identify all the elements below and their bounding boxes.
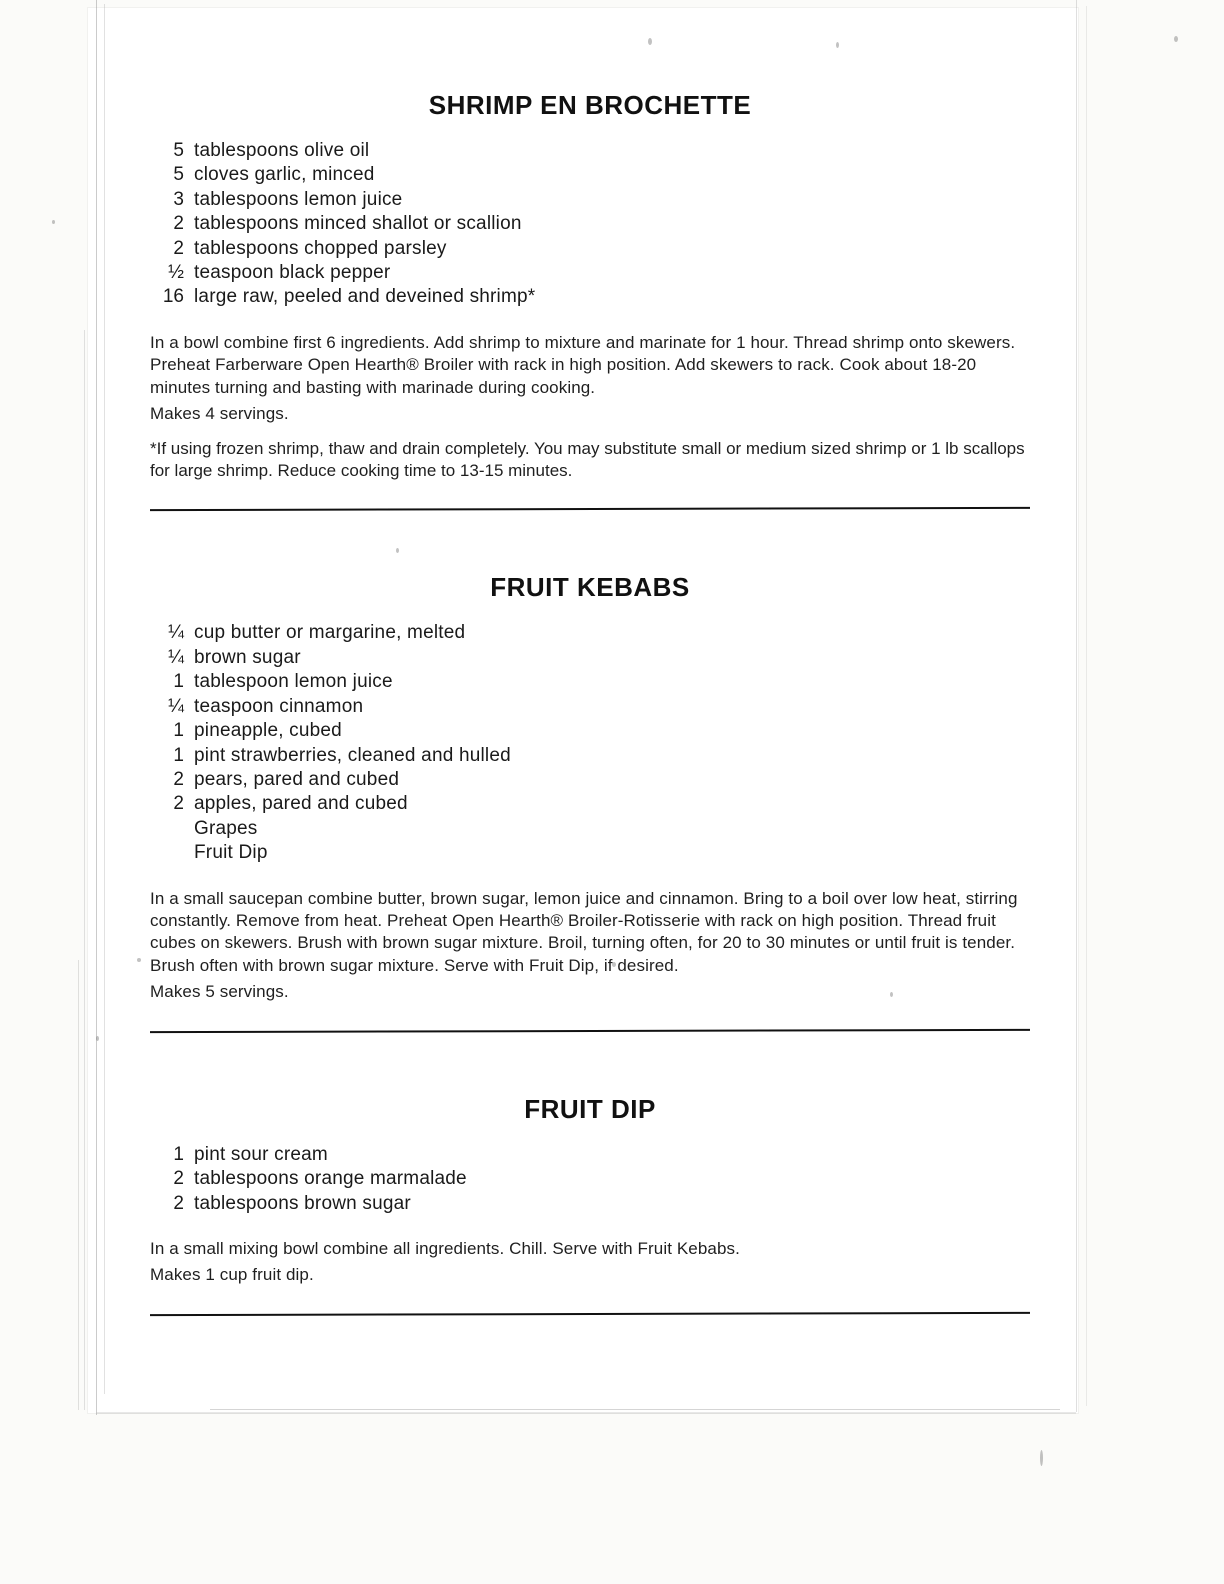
ingredient-quantity: ¼	[168, 622, 184, 644]
recipe-servings: Makes 5 servings.	[150, 982, 289, 1002]
ingredient-quantity: ½	[168, 262, 184, 284]
ingredient-list	[150, 1143, 1030, 1216]
ingredient-text: tablespoons brown sugar	[194, 1192, 411, 1214]
recipe-footnote: *If using frozen shrimp, thaw and drain completely. You may substitute small or medium sized shrimp or 1 lb scallops for large shrimp. Reduce cooking time to 13-15 minutes.	[150, 438, 1025, 481]
ingredient-item	[150, 792, 1030, 816]
recipe-servings: Makes 4 servings.	[150, 404, 289, 424]
ingredient-quantity	[150, 818, 194, 840]
ingredient-quantity: 3	[173, 188, 184, 210]
ingredient-text: Grapes	[194, 817, 258, 839]
ingredient-text: pint sour cream	[194, 1143, 328, 1165]
ingredient-quantity: 2	[173, 1192, 184, 1214]
scan-speck	[52, 220, 55, 224]
ingredient-item	[150, 719, 1030, 743]
ingredient-text: cloves garlic, minced	[194, 164, 375, 186]
ingredient-item	[150, 841, 1030, 865]
recipe-method: In a small mixing bowl combine all ingredients. Chill. Serve with Fruit Kebabs.	[150, 1238, 740, 1258]
ingredient-text: tablespoons lemon juice	[194, 188, 403, 210]
ingredient-item	[150, 621, 1030, 645]
spacer	[150, 510, 1030, 572]
ingredient-text: Fruit Dip	[194, 842, 268, 864]
scan-edge-artifact	[210, 1409, 1060, 1410]
scan-speck	[96, 1036, 99, 1041]
ingredient-quantity: 1	[173, 671, 184, 693]
scan-edge-artifact	[96, 0, 97, 1415]
ingredient-item	[150, 163, 1030, 187]
scan-edge-artifact	[78, 960, 79, 1410]
ingredient-item	[150, 670, 1030, 694]
ingredient-item	[150, 817, 1030, 841]
ingredient-text: tablespoons chopped parsley	[194, 237, 447, 259]
ingredient-quantity: 1	[173, 744, 184, 766]
ingredient-quantity: 2	[173, 1168, 184, 1190]
recipe-shrimp-en-brochette	[150, 90, 1030, 510]
ingredient-text: cup butter or margarine, melted	[194, 622, 466, 644]
scan-speck	[836, 42, 839, 48]
ingredient-text: pineapple, cubed	[194, 720, 342, 742]
scan-edge-artifact	[84, 330, 85, 1410]
ingredient-text: teaspoon black pepper	[194, 262, 391, 284]
ingredient-quantity: 2	[173, 768, 184, 790]
ingredient-text: pint strawberries, cleaned and hulled	[194, 744, 511, 766]
recipe-fruit-dip	[150, 1094, 1030, 1315]
ingredient-item	[150, 188, 1030, 212]
ingredient-quantity: 2	[173, 213, 184, 235]
ingredient-quantity: 1	[173, 1143, 184, 1165]
recipe-method: In a bowl combine first 6 ingredients. Add shrimp to mixture and marinate for 1 hour. Thread shrimp onto skewers. Preheat Farberware Open Hearth® Broiler with rack in high position. Add skewers to rack. Cook about 18-20 minutes turning and basting with marinade during cooking.	[150, 332, 1016, 397]
scan-edge-artifact	[1086, 6, 1087, 1406]
ingredient-quantity: 5	[173, 140, 184, 161]
scan-speck	[137, 958, 141, 962]
ingredient-text: brown sugar	[194, 646, 301, 668]
scan-edge-artifact	[1076, 0, 1077, 1412]
ingredient-item	[150, 1192, 1030, 1216]
ingredient-item	[150, 646, 1030, 670]
ingredient-item	[150, 695, 1030, 719]
ingredient-item	[150, 261, 1030, 285]
ingredient-text: teaspoon cinnamon	[194, 695, 364, 717]
ingredient-item	[150, 1143, 1030, 1167]
ingredient-item	[150, 212, 1030, 236]
ingredient-text: tablespoon lemon juice	[194, 671, 393, 693]
ingredient-text: pears, pared and cubed	[194, 768, 400, 790]
spacer	[150, 1032, 1030, 1094]
ingredient-list	[150, 139, 1030, 310]
ingredient-quantity: 2	[173, 237, 184, 259]
scan-edge-artifact	[104, 4, 105, 1394]
ingredient-text: tablespoons orange marmalade	[194, 1168, 467, 1190]
scan-edge-artifact	[96, 1412, 1076, 1414]
ingredient-text: large raw, peeled and deveined shrimp*	[194, 286, 536, 308]
ingredient-quantity: 16	[162, 286, 184, 308]
recipe-title: FRUIT DIP	[524, 1093, 656, 1124]
ingredient-quantity	[150, 842, 194, 864]
recipe-title: FRUIT KEBABS	[490, 572, 690, 603]
ingredient-item	[150, 237, 1030, 261]
ingredient-text: tablespoons minced shallot or scallion	[194, 213, 522, 235]
recipe-servings: Makes 1 cup fruit dip.	[150, 1265, 314, 1285]
ingredient-item	[150, 744, 1030, 768]
ingredient-text: tablespoons olive oil	[194, 140, 370, 161]
ingredient-item	[150, 768, 1030, 792]
ingredient-item	[150, 285, 1030, 309]
ingredient-item	[150, 139, 1030, 163]
recipe-fruit-kebabs	[150, 572, 1030, 1031]
ingredient-quantity: 2	[173, 793, 184, 815]
ingredient-item	[150, 1167, 1030, 1191]
ingredient-list	[150, 621, 1030, 865]
ingredient-text: apples, pared and cubed	[194, 793, 408, 815]
ingredient-quantity: 5	[173, 164, 184, 186]
recipe-title: SHRIMP EN BROCHETTE	[428, 90, 752, 120]
recipe-method: In a small saucepan combine butter, brown sugar, lemon juice and cinnamon. Bring to a boil over low heat, stirring constantly. Remove from heat. Preheat Open Hearth® Broiler-Rotisserie with rack on high position. Thread fruit cubes on skewers. Brush with brown sugar mixture. Broil, turning often, for 20 to 30 minutes or until fruit is tender. Brush often with brown sugar mixture. Serve with Fruit Dip, if desired.	[150, 888, 1018, 975]
scan-speck	[1040, 1450, 1043, 1466]
scan-speck	[1174, 36, 1178, 42]
ingredient-quantity: ¼	[168, 646, 184, 668]
document-body	[150, 90, 1030, 1315]
ingredient-quantity: 1	[173, 720, 184, 742]
ingredient-quantity: ¼	[168, 695, 184, 717]
scan-speck	[648, 38, 652, 45]
